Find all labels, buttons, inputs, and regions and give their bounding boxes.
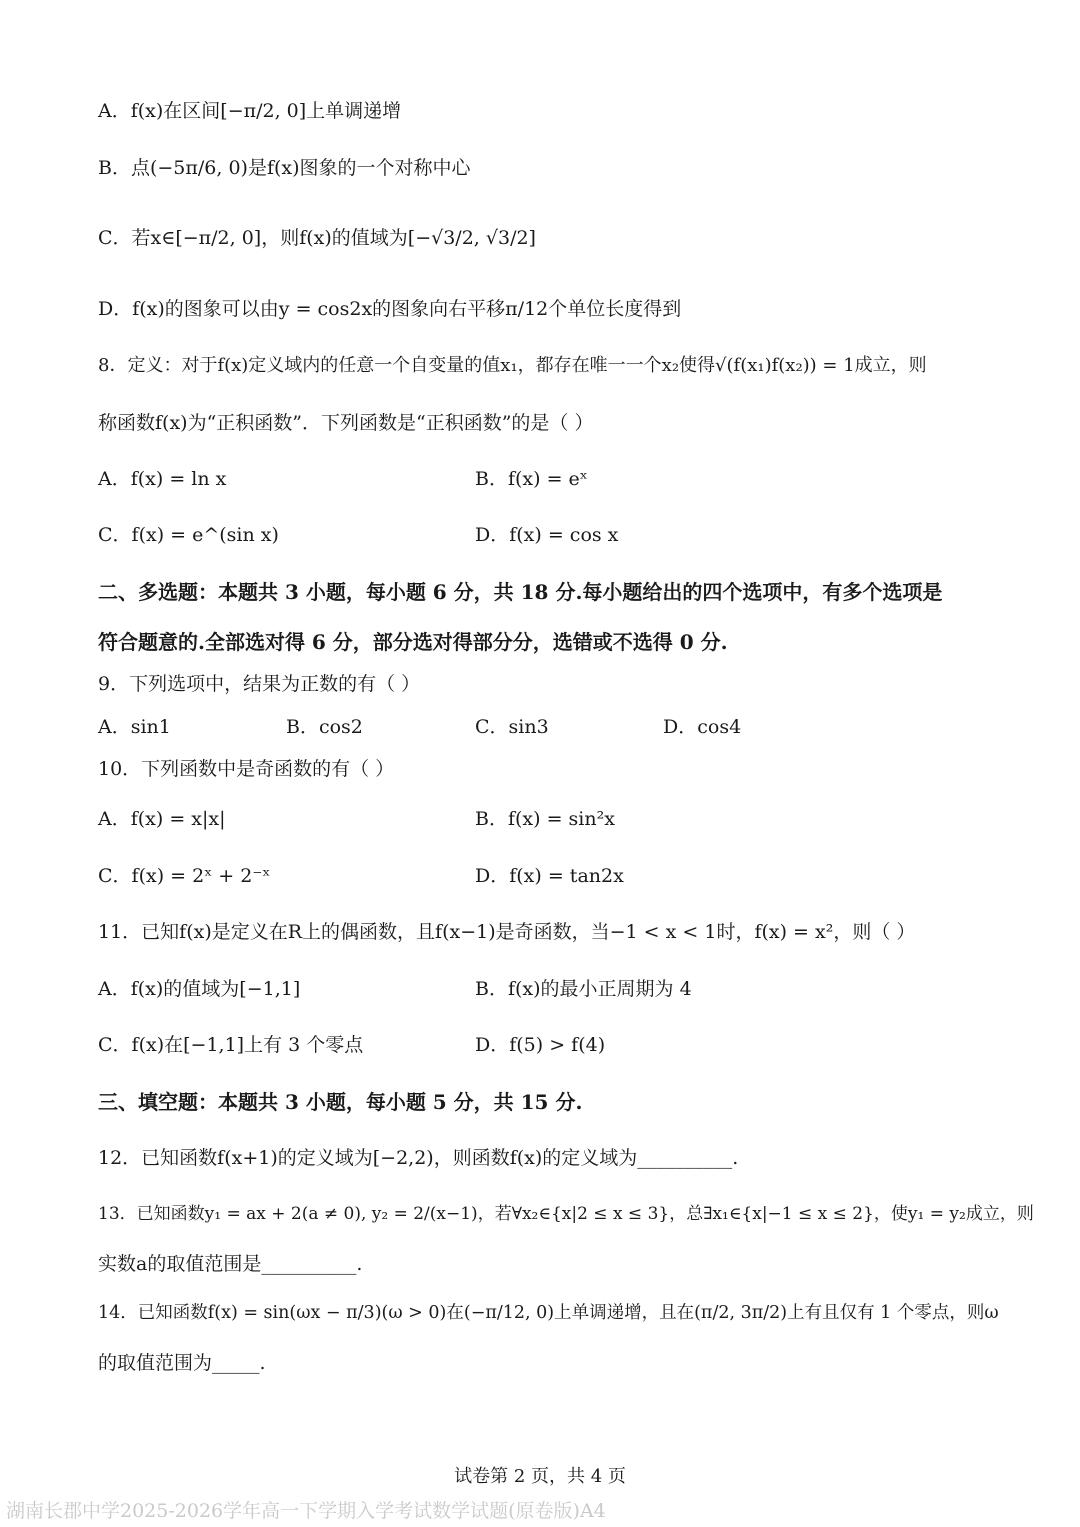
q9-option-b: B．cos2 xyxy=(286,716,363,738)
q11-stem: 11．已知f(x)是定义在R上的偶函数，且f(x−1)是奇函数，当−1 < x < 1时，f(x) = x²，则（ ） xyxy=(98,921,916,943)
watermark: 湖南长郡中学2025-2026学年高一下学期入学考试数学试题(原卷版)A4 xyxy=(6,1500,606,1522)
q10-stem: 10．下列函数中是奇函数的有（ ） xyxy=(98,758,395,780)
q11-option-b: B．f(x)的最小正周期为 4 xyxy=(475,978,692,1000)
section2-heading-line1: 二、多选题：本题共 3 小题，每小题 6 分，共 18 分.每小题给出的四个选项中，有多个选项是 xyxy=(98,580,943,604)
q10-option-a: A．f(x) = x|x| xyxy=(98,808,226,830)
q12-stem: 12．已知函数f(x+1)的定义域为[−2,2)，则函数f(x)的定义域为__________. xyxy=(98,1147,739,1169)
q9-option-a: A．sin1 xyxy=(98,716,171,738)
q13-stem-line1: 13．已知函数y₁ = ax + 2(a ≠ 0), y₂ = 2/(x−1)，若∀x₂∈{x|2 ≤ x ≤ 3}，总∃x₁∈{x|−1 ≤ x ≤ 2}，使y₁ = y₂成立，则 xyxy=(98,1204,1034,1224)
q7-option-b: B．点(−5π/6, 0)是f(x)图象的一个对称中心 xyxy=(98,157,471,179)
q13-stem-line2: 实数a的取值范围是__________. xyxy=(98,1253,363,1275)
q14-stem-line1: 14．已知函数f(x) = sin(ωx − π/3)(ω > 0)在(−π/12, 0)上单调递增，且在(π/2, 3π/2)上有且仅有 1 个零点，则ω xyxy=(98,1303,999,1323)
q9-stem: 9．下列选项中，结果为正数的有（ ） xyxy=(98,673,421,695)
q8-stem-line2: 称函数f(x)为“正积函数”．下列函数是“正积函数”的是（ ） xyxy=(98,412,594,434)
q8-option-c: C．f(x) = e^(sin x) xyxy=(98,524,279,546)
q10-option-b: B．f(x) = sin²x xyxy=(475,808,615,830)
section2-heading-line2: 符合题意的.全部选对得 6 分，部分选对得部分分，选错或不选得 0 分. xyxy=(98,630,728,654)
q8-option-b: B．f(x) = eˣ xyxy=(475,468,588,490)
q8-stem-line1: 8．定义：对于f(x)定义域内的任意一个自变量的值x₁，都存在唯一一个x₂使得√(f(x₁)f(x₂)) = 1成立，则 xyxy=(98,355,927,376)
q8-option-a: A．f(x) = ln x xyxy=(98,468,227,490)
q8-option-d: D．f(x) = cos x xyxy=(475,524,619,546)
section3-heading: 三、填空题：本题共 3 小题，每小题 5 分，共 15 分. xyxy=(98,1090,583,1114)
q9-option-c: C．sin3 xyxy=(475,716,549,738)
q14-stem-line2: 的取值范围为_____. xyxy=(98,1352,266,1374)
q7-option-c: C．若x∈[−π/2, 0]，则f(x)的值域为[−√3/2, √3/2] xyxy=(98,227,536,249)
q9-option-d: D．cos4 xyxy=(663,716,742,738)
q11-option-a: A．f(x)的值域为[−1,1] xyxy=(98,978,301,1000)
q7-option-d: D．f(x)的图象可以由y = cos2x的图象向右平移π/12个单位长度得到 xyxy=(98,298,682,320)
q7-option-a: A．f(x)在区间[−π/2, 0]上单调递增 xyxy=(98,100,402,122)
q11-option-d: D．f(5) > f(4) xyxy=(475,1034,606,1056)
q10-option-d: D．f(x) = tan2x xyxy=(475,865,624,887)
q11-option-c: C．f(x)在[−1,1]上有 3 个零点 xyxy=(98,1034,364,1056)
q10-option-c: C．f(x) = 2ˣ + 2⁻ˣ xyxy=(98,865,271,887)
page-footer: 试卷第 2 页，共 4 页 xyxy=(454,1466,626,1487)
